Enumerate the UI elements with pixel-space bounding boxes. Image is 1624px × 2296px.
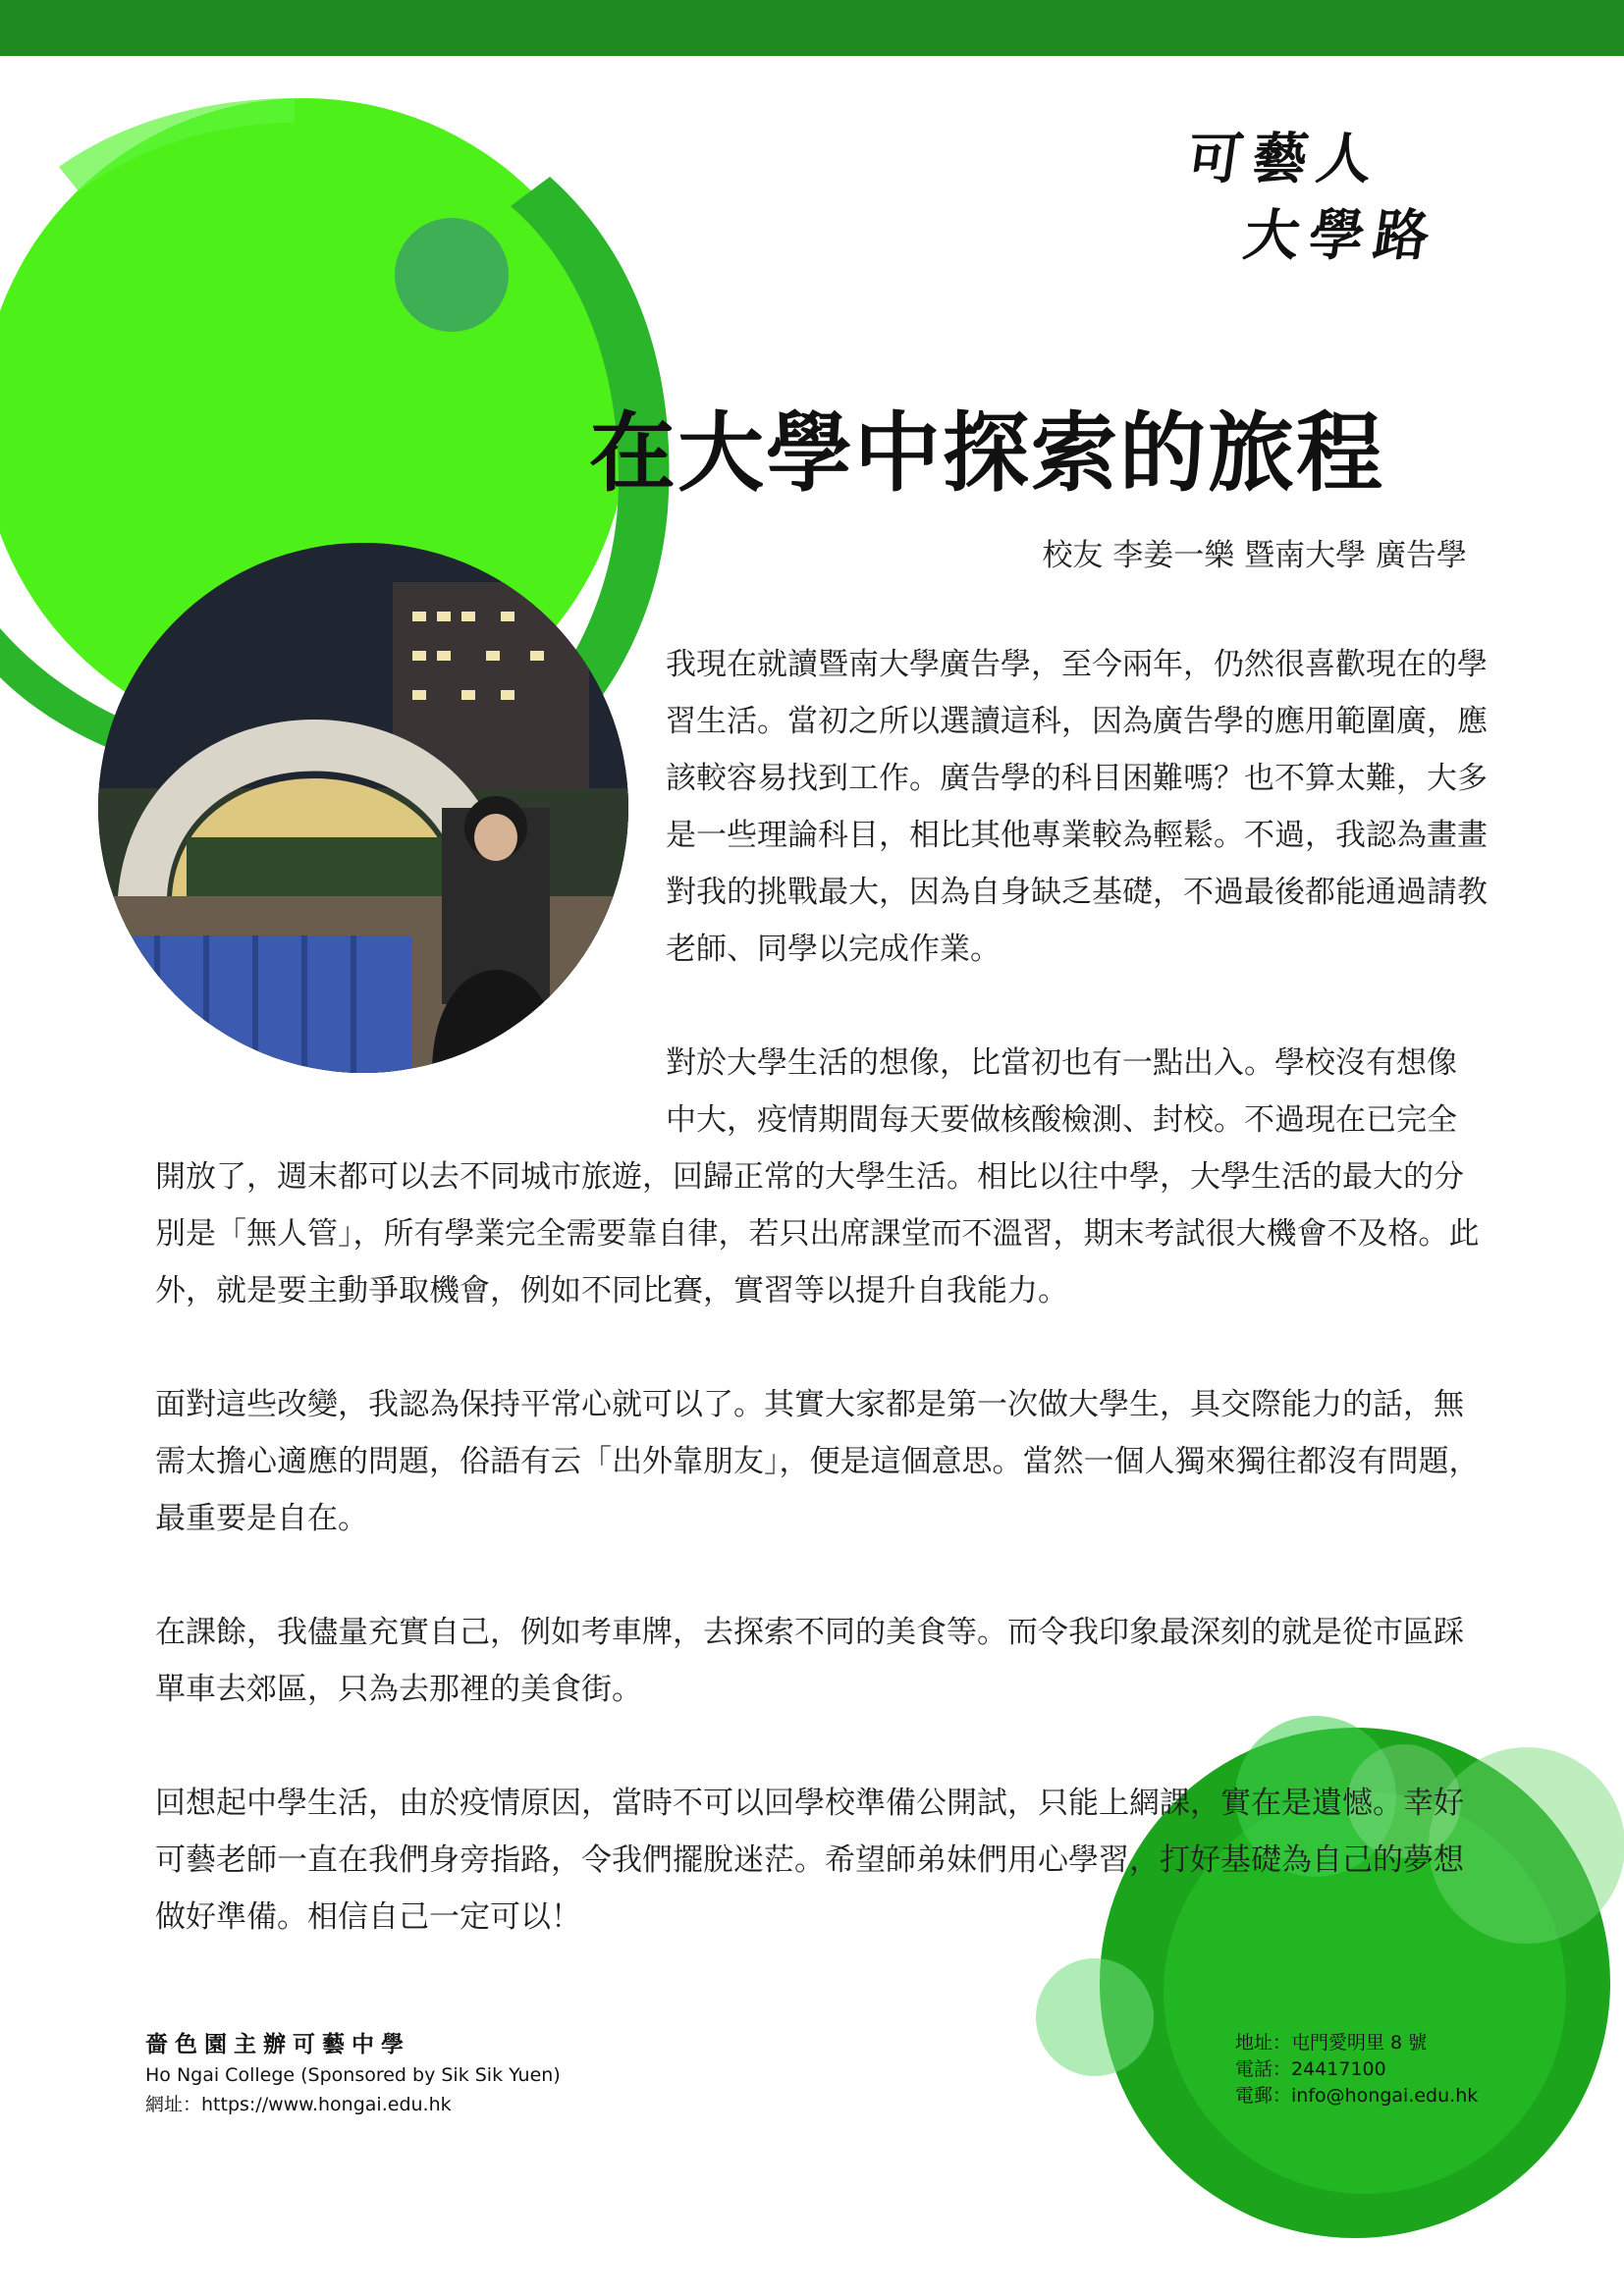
school-website[interactable]: 網址：https://www.hongai.edu.hk <box>145 2094 452 2115</box>
campus-photo-illustration <box>98 543 628 1073</box>
logo-line-2: 大學路 <box>1239 203 1444 268</box>
school-name-zh: 嗇色園主辦可藝中學 <box>145 2032 410 2057</box>
logo-line-1: 可藝人 <box>1182 127 1387 191</box>
paragraph-4: 在課餘，我儘量充實自己，例如考車牌，去探索不同的美食等。而令我印象最深刻的就是從市區踩單車去郊區，只為去那裡的美食街。 <box>155 1615 1464 1707</box>
school-info <box>145 2026 561 2116</box>
photo-wrap-space <box>155 1035 666 1148</box>
paragraph-2-text: 對於大學生活的想像，比當初也有一點出入。學校沒有想像中大，疫情期間每天要做核酸檢測、封校。不過現在已完全開放了，週末都可以去不同城市旅遊，回歸正常的大學生活。相比以往中學，大學生活的最大的分別是「無人管」，所有學業完全需要靠自律，若只出席課堂而不溫習，期末考試很大機會不及格。此外，就是要主動爭取機會，例如不同比賽，實習等以提升自我能力。 <box>155 1045 1480 1308</box>
school-name-en: Ho Ngai College (Sponsored by Sik Sik Yuen) <box>145 2064 561 2086</box>
author-line: 校友 李姜一樂 暨南大學 廣告學 <box>1042 538 1467 573</box>
address: 地址：屯門愛明里 8 號 <box>1235 2032 1428 2054</box>
email[interactable]: 電郵：info@hongai.edu.hk <box>1235 2085 1479 2107</box>
paragraph-2 <box>155 1035 1483 1319</box>
paragraph-5: 回想起中學生活，由於疫情原因，當時不可以回學校準備公開試，只能上網課，實在是遺憾。幸好可藝老師一直在我們身旁指路，令我們擺脫迷茫。希望師弟妹們用心學習，打好基礎為自己的夢想做好準備。相信自己一定可以！ <box>155 1786 1464 1935</box>
body-text <box>155 1035 1483 2002</box>
logo-calligraphy <box>1178 116 1473 273</box>
campus-photo <box>98 543 628 1073</box>
page-title: 在大學中探索的旅程 <box>589 402 1385 504</box>
contact-info <box>1235 2030 1478 2109</box>
phone: 電話：24417100 <box>1235 2058 1386 2080</box>
paragraph-1: 我現在就讀暨南大學廣告學，至今兩年，仍然很喜歡現在的學習生活。當初之所以選讀這科，因為廣告學的應用範圍廣，應該較容易找到工作。廣告學的科目困難嗎？也不算太難，大多是一些理論科目，相比其他專業較為輕鬆。不過，我認為畫畫對我的挑戰最大，因為自身缺乏基礎，不過最後都能通過請教老師、同學以完成作業。 <box>666 647 1488 967</box>
paragraph-3: 面對這些改變，我認為保持平常心就可以了。其實大家都是第一次做大學生，具交際能力的話，無需太擔心適應的問題，俗語有云「出外靠朋友」，便是這個意思。當然一個人獨來獨往都沒有問題，最重要是自在。 <box>155 1387 1480 1536</box>
